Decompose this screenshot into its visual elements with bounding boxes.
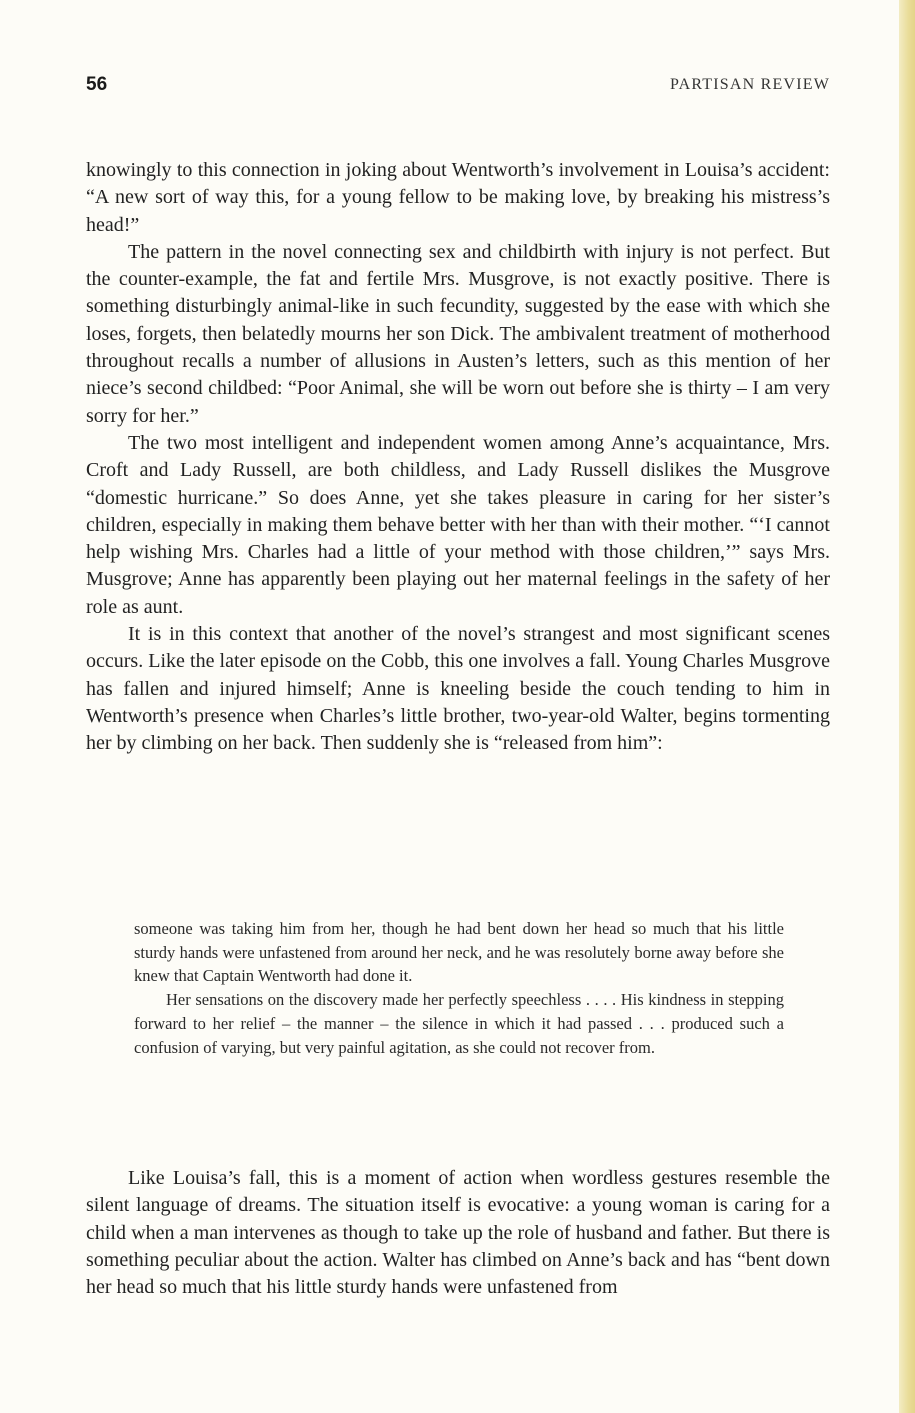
page-edge [899,0,915,1413]
quote-paragraph: someone was taking him from her, though he had bent down her head so much that his little sturdy hands were unfastened from around her neck, and he was resolutely borne away before she knew that Captain Wentworth had done it. [134,919,784,986]
paragraph: The pattern in the novel connecting sex and childbirth with injury is not perfect. But the counter-example, the fat and fertile Mrs. Musgrove, is not exactly positive. There is something disturbingly animal-like in such fecundity, suggested by the ease with which she loses, forgets, then belatedly mourns her son Dick. The ambivalent treatment of motherhood throughout recalls a number of allusions in Austen’s letters, such as this mention of her niece’s second childbed: “Poor Animal, she will be worn out before she is thirty – I am very sorry for her.” [86,240,830,427]
body-text [86,157,830,758]
quote-paragraph: Her sensations on the discovery made her perfectly speechless . . . . His kindness in stepping forward to her relief – the manner – the silence in which it had passed . . . produced such a confusion of varying, but very painful agitation, as she could not recover from. [134,990,784,1057]
page-number: 56 [86,74,108,95]
running-head: PARTISAN REVIEW [669,76,830,93]
paragraph: The two most intelligent and independent women among Anne’s acquaintance, Mrs. Croft and Lady Russell, are both childless, and Lady Russell dislikes the Musgrove “domestic hurricane.” So does Anne, yet she takes pleasure in caring for her sister’s children, especially in making them behave better with her than with their mother. “‘I cannot help wishing Mrs. Charles had a little of your method with those children,’” says Mrs. Musgrove; Anne has apparently been playing out her maternal feelings in the safety of her role as aunt. [86,431,830,618]
paragraph: Like Louisa’s fall, this is a moment of action when wordless gestures resemble the silent language of dreams. The situation itself is evocative: a young woman is caring for a child when a man intervenes as though to take up the role of husband and father. But there is something peculiar about the action. Walter has climbed on Anne’s back and has “bent down her head so much that his little sturdy hands were unfastened from [86,1167,830,1299]
block-quote [134,917,784,1059]
paragraph: It is in this context that another of the novel’s strangest and most significant scenes occurs. Like the later episode on the Cobb, this one involves a fall. Young Charles Musgrove has fallen and injured himself; Anne is kneeling beside the couch tending to him in Wentworth’s presence when Charles’s little brother, two-year-old Walter, begins tormenting her by climbing on her back. Then suddenly she is “released from him”: [86,623,830,755]
paragraph: knowingly to this connection in joking about Wentworth’s involvement in Louisa’s accident: “A new sort of way this, for a young fellow to be making love, by breaking his mistress’s head!” [86,159,830,236]
page-header [86,74,830,102]
body-text-continued [86,1165,830,1301]
